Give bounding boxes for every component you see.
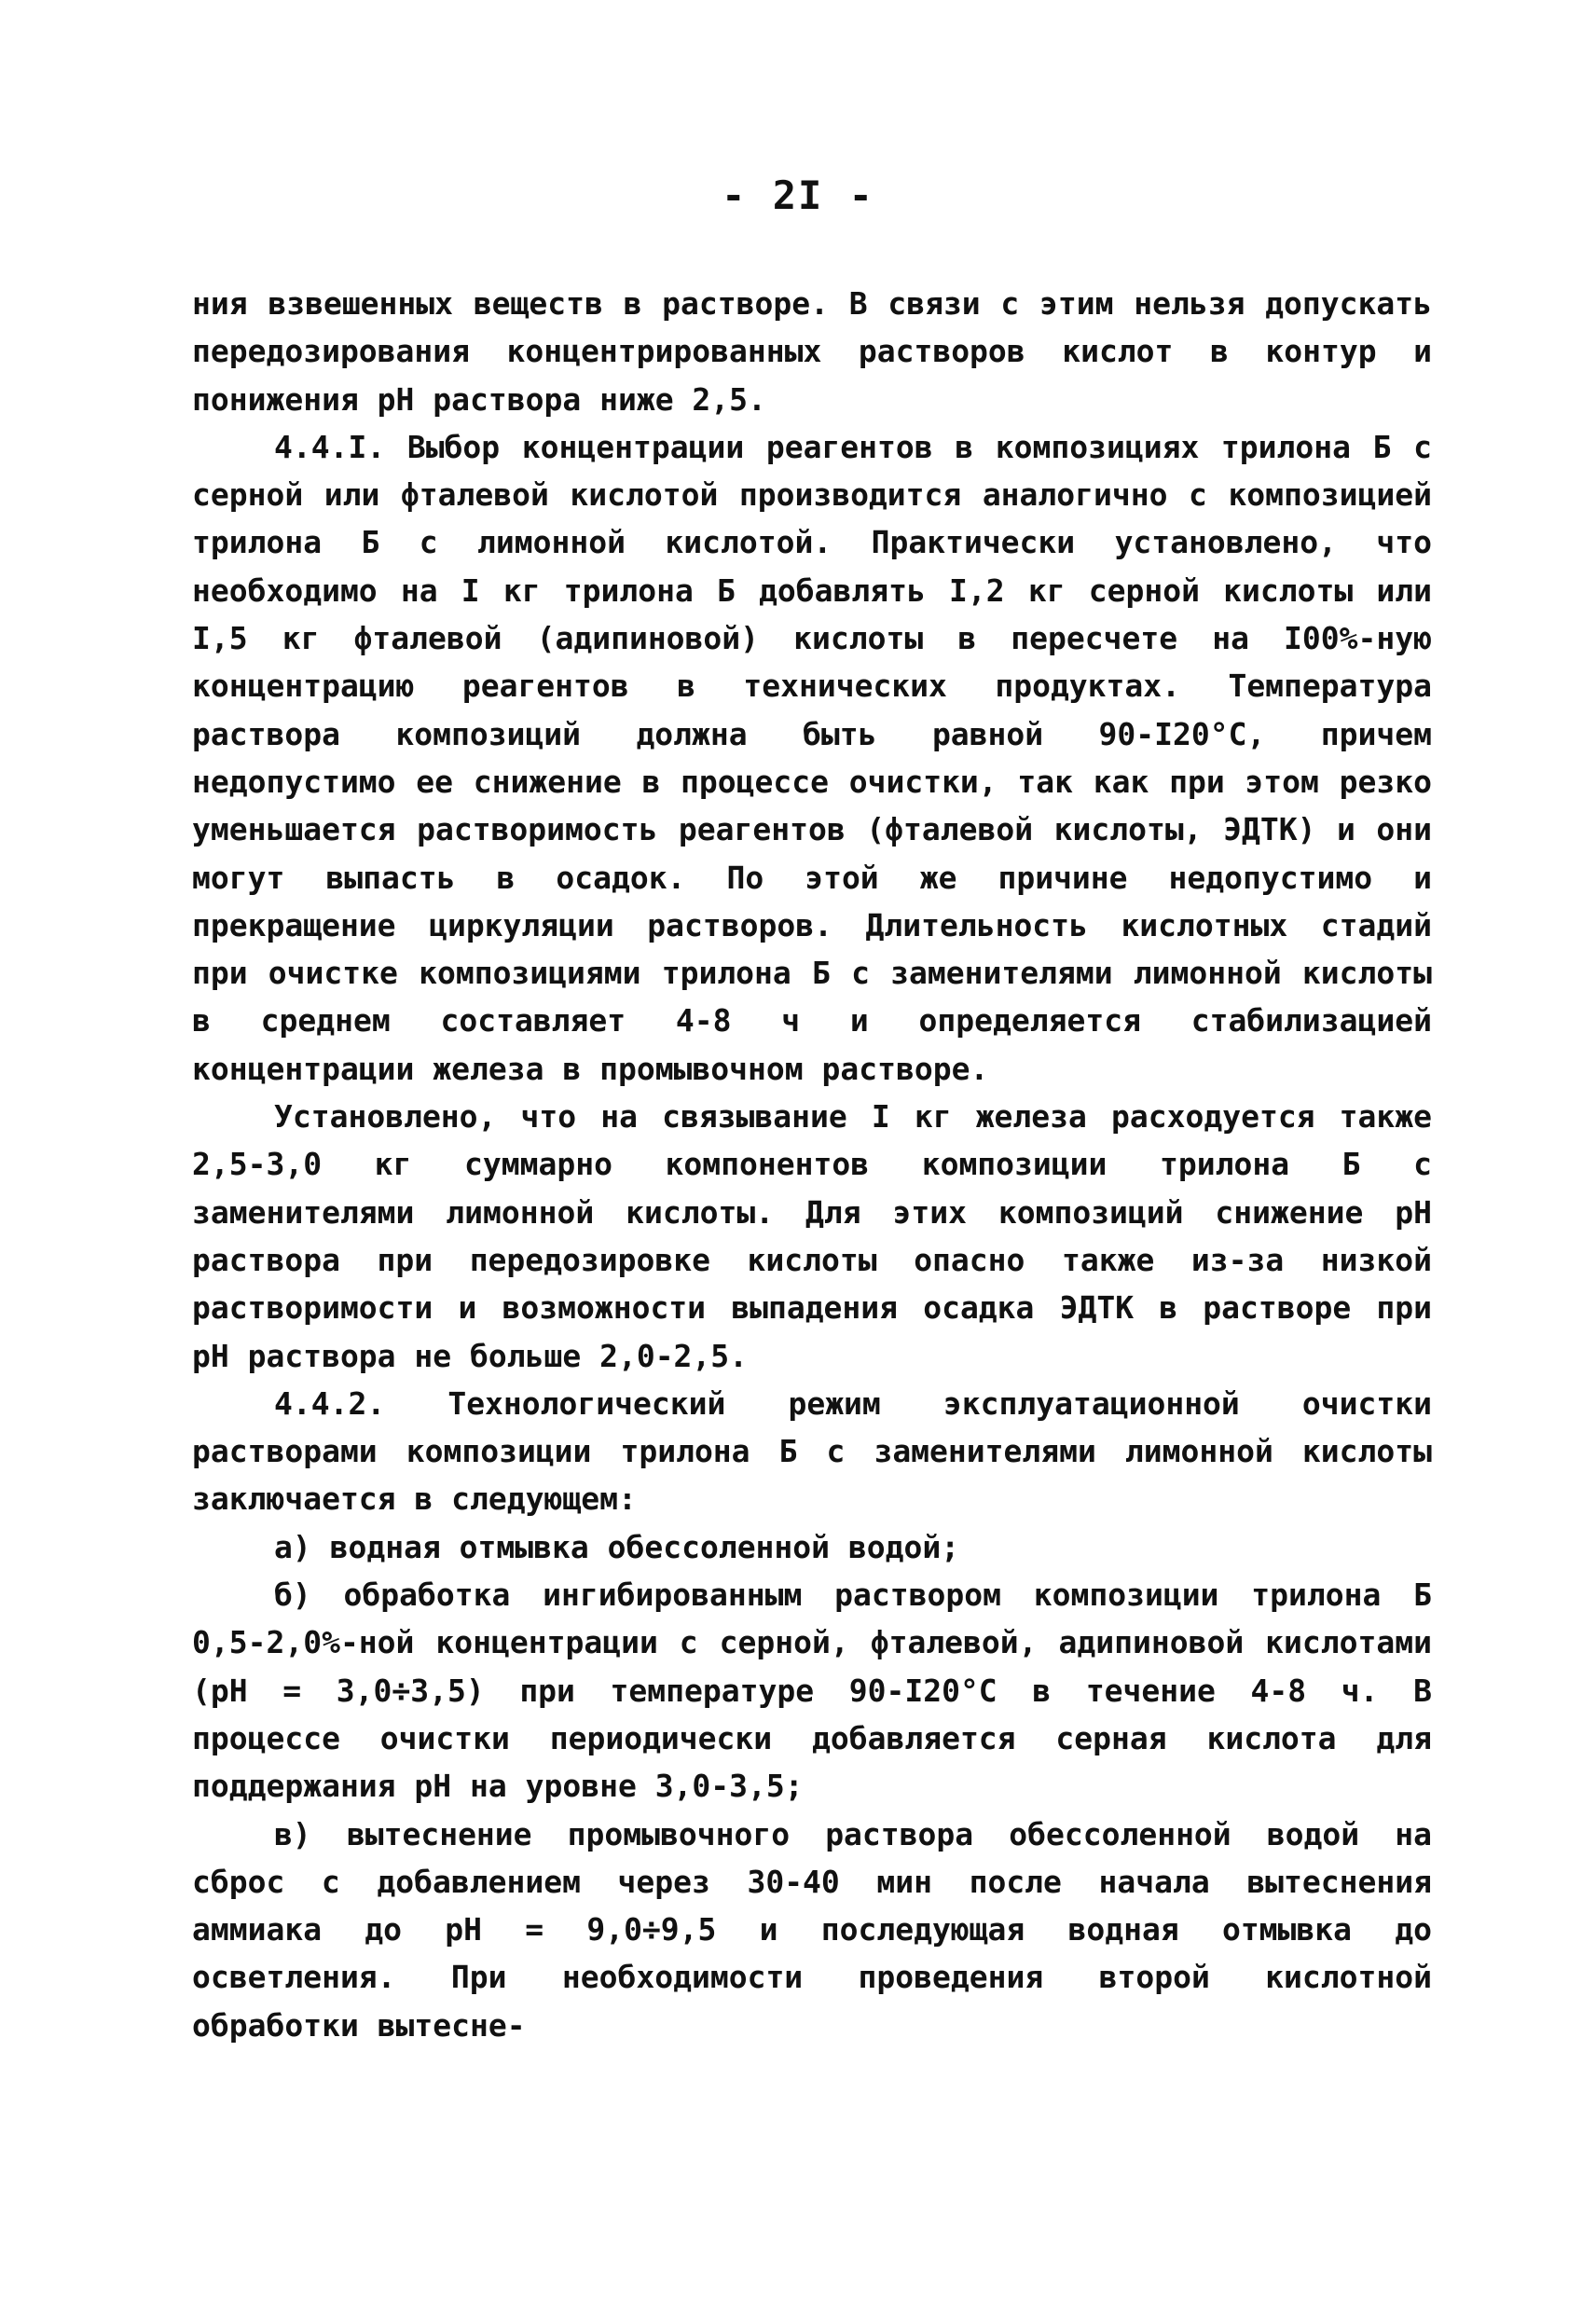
page-number: - 2I -	[722, 172, 874, 218]
list-item-a: а) водная отмывка обессоленной водой;	[274, 1528, 960, 1565]
list-item-v: в) вытеснение промывочного раствора обессоленной водой на сброс с добавлением через 30-40 мин после начала вытеснения аммиака до pH = 9,0÷9,5 и последующая водная отмывка до осветления. При необходимости проведения второй кислотной обработки вытесне-	[192, 1815, 1432, 2044]
paragraph-continuation: ния взвешенных веществ в растворе. В связи с этим нельзя допускать передозирования концентрированных растворов кислот в контур и понижения pH раствора ниже 2,5.	[192, 285, 1432, 418]
paragraph-4-4-2: 4.4.2. Технологический режим эксплуатационной очистки растворами композиции трилона Б с заменителями лимонной кислоты заключается в следующем:	[192, 1384, 1432, 1518]
list-item-b: б) обработка ингибированным раствором композиции трилона Б 0,5-2,0%-ной концентрации с серной, фталевой, адипиновой кислотами (pH = 3,0÷3,5) при температуре 90-I20°С в течение 4-8 ч. В процессе очистки периодически добавляется серная кислота для поддержания pH на уровне 3,0-3,5;	[192, 1576, 1432, 1805]
document-body	[192, 280, 1432, 2049]
paragraph-iron-binding: Установлено, что на связывание I кг железа расходуется также 2,5-3,0 кг суммарно компонентов композиции трилона Б с заменителями лимонной кислоты. Для этих композиций снижение pH раствора при передозировке кислоты опасно также из-за низкой растворимости и возможности выпадения осадка ЭДТК в растворе при pH раствора не больше 2,0-2,5.	[192, 1098, 1432, 1374]
paragraph-4-4-1: 4.4.I. Выбор концентрации реагентов в композициях трилона Б с серной или фталевой кислотой производится аналогично с композицией трилона Б с лимонной кислотой. Практически установлено, что необходимо на I кг трилона Б добавлять I,2 кг серной кислоты или I,5 кг фталевой (адипиновой) кислоты в пересчете на I00%-ную концентрацию реагентов в технических продуктах. Температура раствора композиций должна быть равной 90-I20°С, причем недопустимо ее снижение в процессе очистки, так как при этом резко уменьшается растворимость реагентов (фталевой кислоты, ЭДТК) и они могут выпасть в осадок. По этой же причине недопустимо и прекращение циркуляции растворов. Длительность кислотных стадий при очистке композициями трилона Б с заменителями лимонной кислоты в среднем составляет 4-8 ч и определяется стабилизацией концентрации железа в промывочном растворе.	[192, 428, 1432, 1087]
